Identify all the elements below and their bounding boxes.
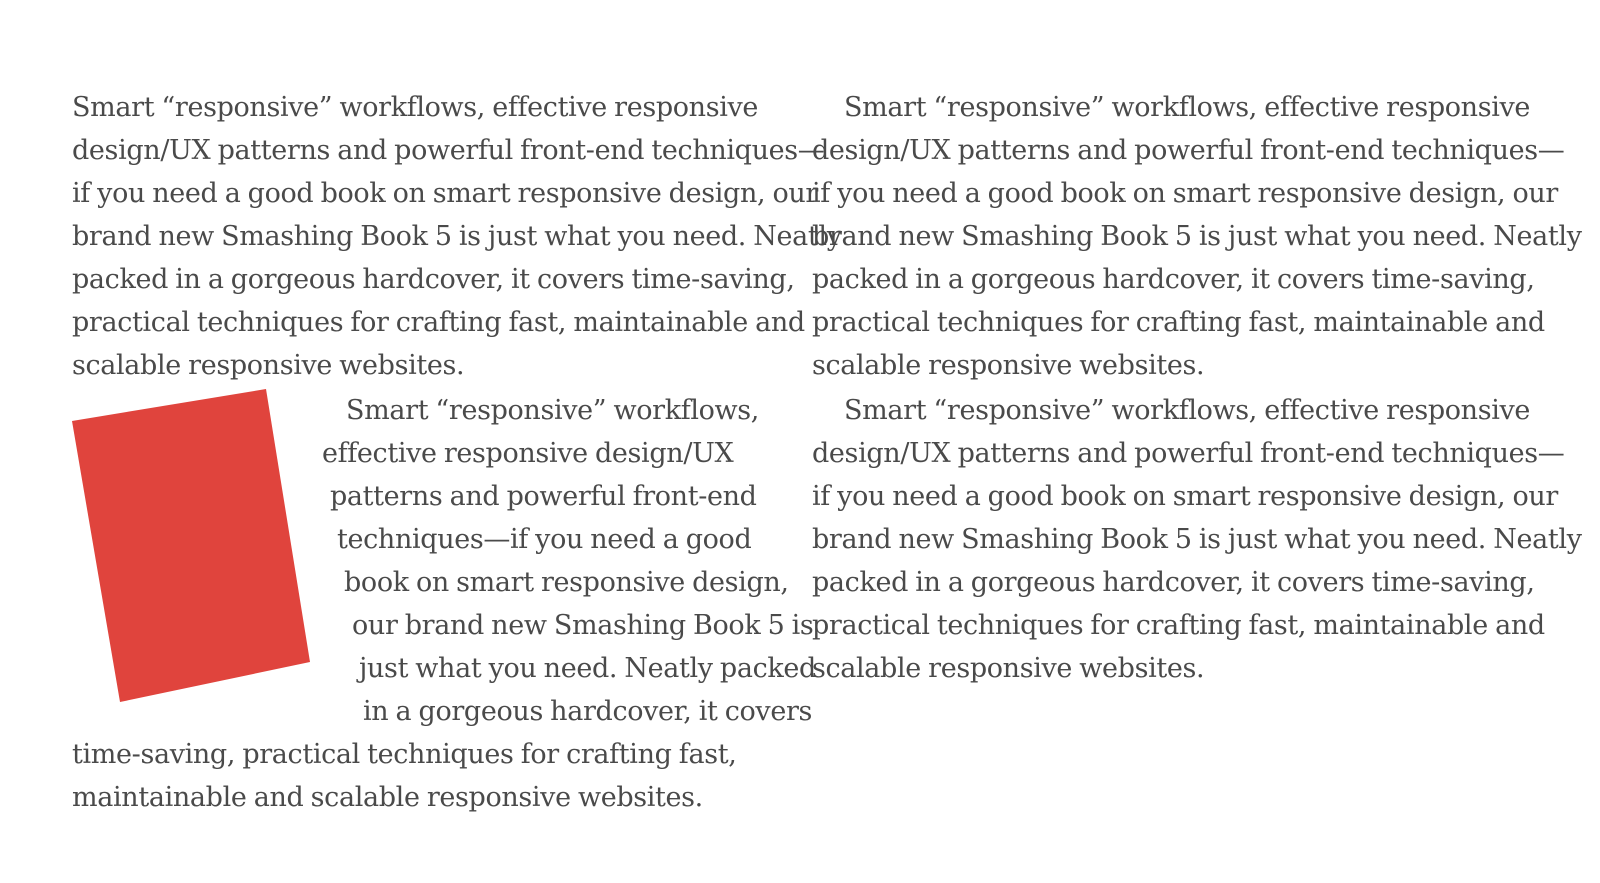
- right-column: [812, 86, 1582, 690]
- text-line: Smart “responsive” workflows, effective responsive: [844, 92, 1531, 123]
- text-line: if you need a good book on smart responsive design, our: [72, 178, 818, 209]
- left-column: [72, 86, 842, 819]
- text-line: brand new Smashing Book 5 is just what you need. Neatly: [812, 524, 1582, 555]
- text-line: Smart “responsive” workflows, effective responsive: [844, 395, 1531, 426]
- text-line: techniques—if you need a good: [337, 524, 752, 555]
- text-line: brand new Smashing Book 5 is just what you need. Neatly: [72, 221, 842, 252]
- text-line: packed in a gorgeous hardcover, it covers time-saving,: [812, 264, 1535, 295]
- text-line: effective responsive design/UX: [322, 438, 734, 469]
- text-line: scalable responsive websites.: [812, 653, 1205, 684]
- text-line: if you need a good book on smart responsive design, our: [812, 178, 1558, 209]
- text-line: maintainable and scalable responsive websites.: [72, 782, 703, 813]
- text-line: just what you need. Neatly packed: [359, 653, 816, 684]
- text-line: packed in a gorgeous hardcover, it covers time-saving,: [812, 567, 1535, 598]
- text-line: Smart “responsive” workflows, effective responsive: [72, 92, 759, 123]
- text-line: scalable responsive websites.: [72, 350, 465, 381]
- text-line: patterns and powerful front-end: [330, 481, 757, 512]
- left-paragraph-plain: [72, 86, 842, 387]
- shape-wrap-block: [72, 389, 792, 432]
- text-line: practical techniques for crafting fast, maintainable and: [812, 610, 1545, 641]
- text-line: Smart “responsive” workflows,: [346, 395, 760, 426]
- text-line: time-saving, practical techniques for crafting fast,: [72, 739, 737, 770]
- text-line: design/UX patterns and powerful front-end techniques—: [812, 135, 1565, 166]
- text-line: packed in a gorgeous hardcover, it covers time-saving,: [72, 264, 795, 295]
- text-line: book on smart responsive design,: [344, 567, 789, 598]
- text-line: design/UX patterns and powerful front-end techniques—: [72, 135, 825, 166]
- text-line: in a gorgeous hardcover, it covers: [363, 696, 813, 727]
- text-line: brand new Smashing Book 5 is just what you need. Neatly: [812, 221, 1582, 252]
- text-line: design/UX patterns and powerful front-end techniques—: [812, 438, 1565, 469]
- text-line: our brand new Smashing Book 5 is: [352, 610, 814, 641]
- red-rotated-rectangle: [72, 389, 392, 719]
- text-line: if you need a good book on smart responsive design, our: [812, 481, 1558, 512]
- right-paragraph-1: [812, 86, 1582, 387]
- right-paragraph-2: [812, 389, 1582, 690]
- text-line: practical techniques for crafting fast, maintainable and: [72, 307, 805, 338]
- text-line: practical techniques for crafting fast, maintainable and: [812, 307, 1545, 338]
- text-line: scalable responsive websites.: [812, 350, 1205, 381]
